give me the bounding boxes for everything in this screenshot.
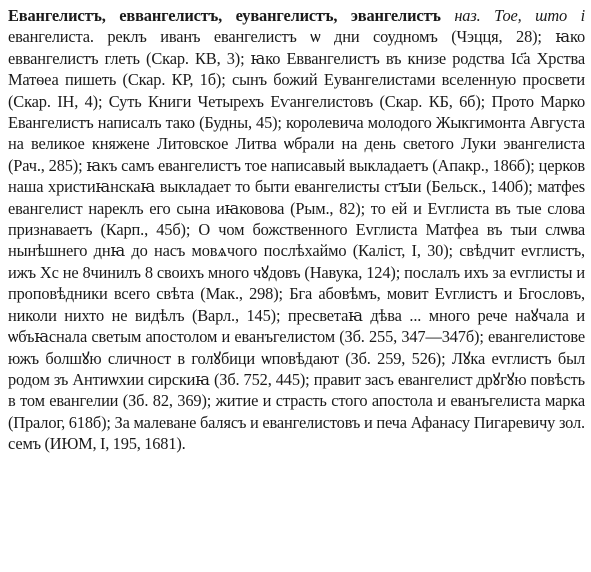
dictionary-entry — [8, 5, 585, 455]
gloss-label: Тое, што і — [480, 6, 585, 25]
entry-headword: Евангелистъ, еввангелистъ, еувангелистъ, эвангелистъ — [8, 6, 441, 25]
grammar-label: наз. — [440, 6, 481, 25]
entry-citations: реклъ иванъ евангелистъ ѡ дни соудномъ (Чэцця, 28); ꙗко еввангелистъ глеть (Скар. КВ, 3); ꙗко Еввангелистъ въ книзе родства Іс҃а Хрства Матѳеа пишеть (Скар. КР, 1б); сынъ божий Еувангелистами вселенную просвети (Скар. ІН, 4); Суть Книги Четырехъ Еѵангелистовъ (Скар. КБ, 6б); Прото Марко Евангелистъ написалъ тако (Будны, 45); королевича молодого Жыкгимонта Августа на великое княжене Литовское Литва ѡбрали на день светого Луки эвангелиста (Рач., 285); ꙗкъ самъ евангелистъ тое написавый выкладаетъ (Апакр., 186б); церков наша христиꙗнскаꙗ выкладает то быти евангелисты стꙑи (Бельск., 140б); матфеѕ евангелист нареклъ его сына иꙗковова (Рым., 82); то ей и Еvглиста въ тые слова признаваетъ (Карп., 45б); О чом божственного Еvглиста Матфеа въ тыи слѡва нынѣшнего днꙗ до насъ мовѧчого послѣхаймо (Каліст, І, 30); свѣдчит еvглистъ, ижъ Хс не 8чинилъ 8 своихъ много чꙋдовъ (Навука, 124); послалъ ихъ за еvглисты и проповѣдники всего свѣта (Мак., 298); Бга абовѣмъ, мовит Еvглистъ и Бгословъ, николи нихто не видѣлъ (Варл., 145); пресветаꙗ дѣва ... много рече наꙋчала и ѡбъꙗснала светым апостолом и еванъгелистом (Зб. 255, 347—347б); евангелистове южъ болшꙋю сличност в голꙋбици ѡповѣдают (Зб. 259, 526); Лꙋка еvглистъ был родом зъ Антиѡхии сирскиꙗ (Зб. 752, 445); правит засъ евангелист дрꙋгꙋю повѣсть в том евангелии (Зб. 82, 369); житие и страсть стого апостола и еванъгелиста марка (Пралог, 618б); За малеване балясъ и евангелистовъ и печа Афанасу Пигаревичу зол. семъ (ИЮМ, І, 195, 1681). — [8, 27, 585, 454]
entry-definition: евангелиста. — [8, 27, 94, 47]
